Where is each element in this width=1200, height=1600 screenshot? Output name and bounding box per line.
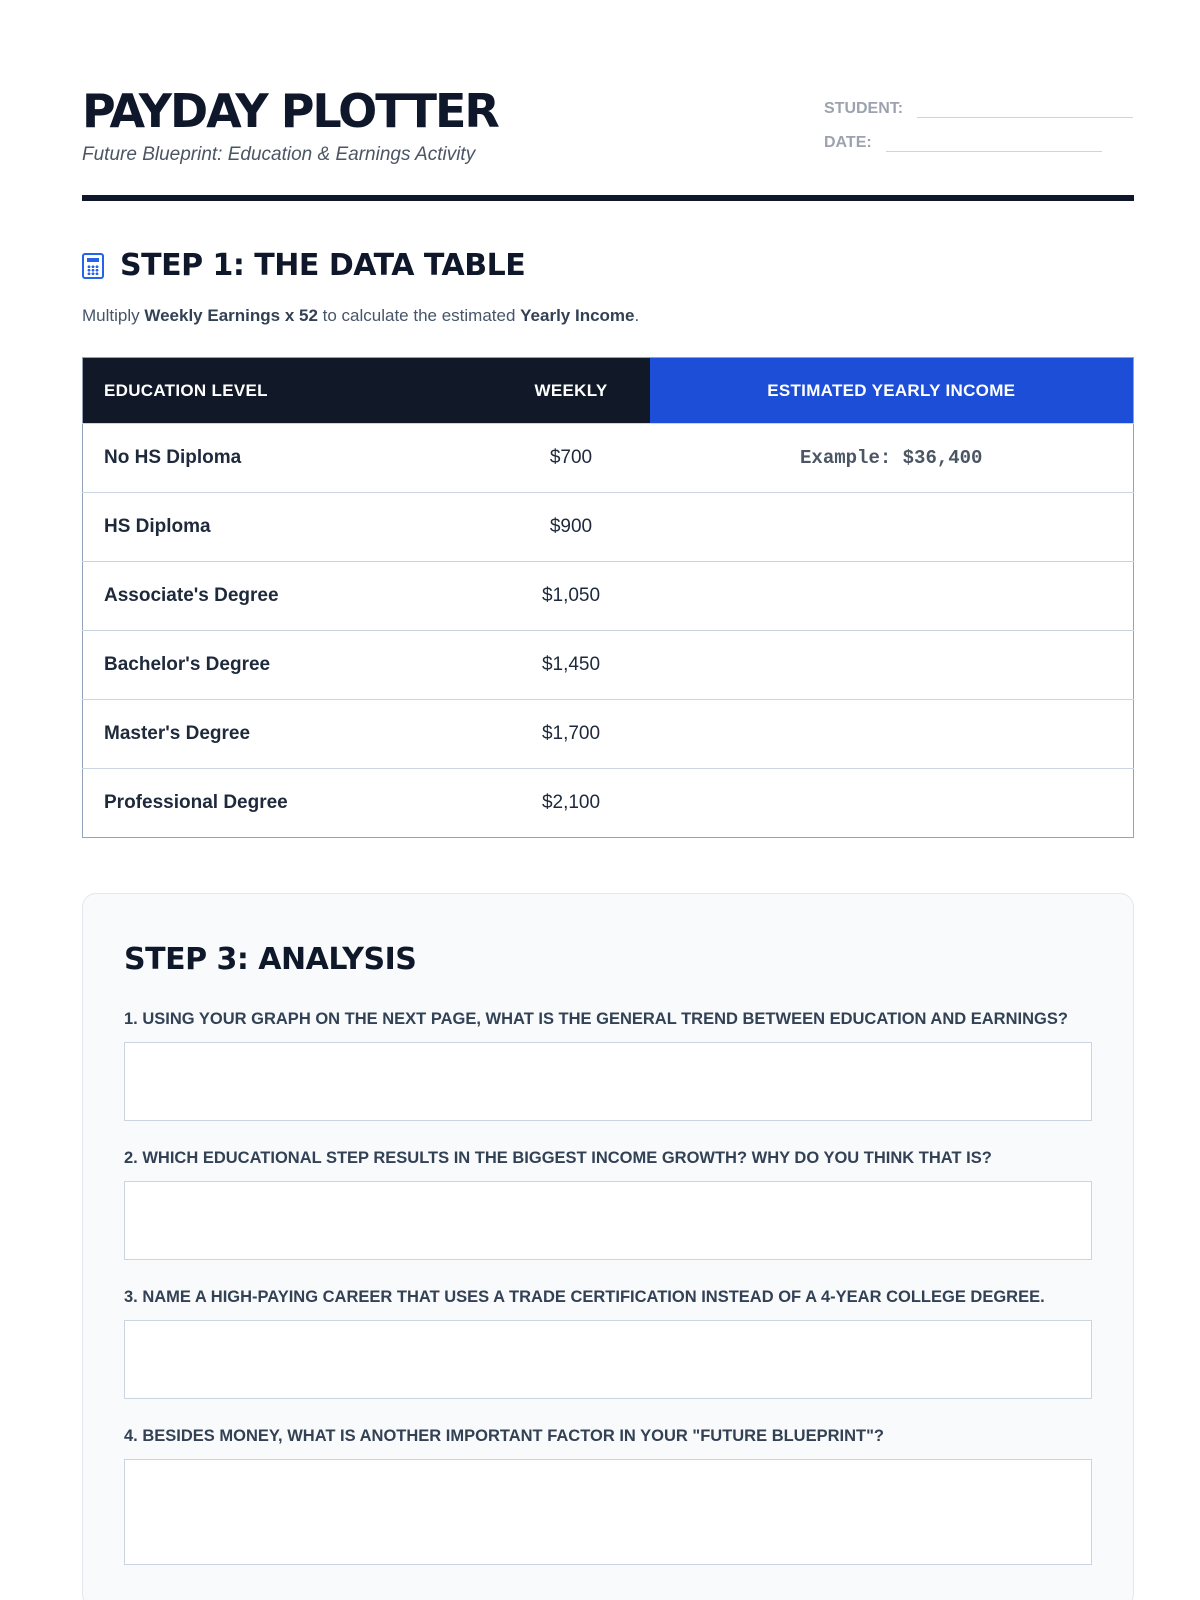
table-row — [83, 493, 1134, 562]
answer-box[interactable] — [124, 1181, 1092, 1260]
answer-box[interactable] — [124, 1459, 1092, 1565]
header-divider — [82, 195, 1134, 201]
question-label: 3. NAME A HIGH-PAYING CAREER THAT USES A TRADE CERTIFICATION INSTEAD OF A 4-YEAR COLLEGE DEGREE. — [124, 1288, 1045, 1306]
weekly-earnings-cell: $700 — [493, 424, 650, 493]
analysis-section — [82, 893, 1134, 1600]
question-3 — [124, 1288, 1092, 1399]
yearly-income-cell: Example: $36,400 — [650, 424, 1134, 493]
date-label: DATE: — [824, 134, 872, 151]
weekly-earnings-cell: $2,100 — [493, 769, 650, 838]
table-row — [83, 631, 1134, 700]
date-field[interactable] — [886, 130, 1102, 152]
education-level-cell: Master's Degree — [83, 700, 493, 769]
education-level-cell: Bachelor's Degree — [83, 631, 493, 700]
question-4 — [124, 1427, 1092, 1565]
weekly-earnings-cell: $1,050 — [493, 562, 650, 631]
step1-title: STEP 1: THE DATA TABLE — [120, 248, 526, 283]
step3-title: STEP 3: ANALYSIS — [124, 942, 417, 977]
column-header-yearly: ESTIMATED YEARLY INCOME — [650, 358, 1134, 424]
question-2 — [124, 1149, 1092, 1260]
table-row — [83, 769, 1134, 838]
earnings-table — [82, 357, 1134, 838]
step1-instructions: Multiply Weekly Earnings x 52 to calculate the estimated Yearly Income. — [82, 306, 640, 325]
worksheet-header — [82, 82, 1134, 202]
question-1 — [124, 1010, 1092, 1121]
student-label: STUDENT: — [824, 100, 904, 117]
education-level-cell: HS Diploma — [83, 493, 493, 562]
student-info — [824, 84, 1134, 152]
table-row — [83, 562, 1134, 631]
education-level-cell: Associate's Degree — [83, 562, 493, 631]
column-header-education: EDUCATION LEVEL — [83, 358, 493, 424]
question-label: 2. WHICH EDUCATIONAL STEP RESULTS IN THE BIGGEST INCOME GROWTH? WHY DO YOU THINK THAT IS? — [124, 1149, 992, 1167]
question-label: 1. USING YOUR GRAPH ON THE NEXT PAGE, WHAT IS THE GENERAL TREND BETWEEN EDUCATION AND EARNINGS? — [124, 1010, 1068, 1028]
page-subtitle: Future Blueprint: Education & Earnings Activity — [82, 144, 476, 165]
yearly-income-cell[interactable] — [650, 700, 1134, 769]
table-row — [83, 424, 1134, 493]
calculator-icon — [82, 253, 104, 279]
table-row — [83, 700, 1134, 769]
column-header-weekly: WEEKLY — [493, 358, 650, 424]
yearly-income-cell[interactable] — [650, 631, 1134, 700]
weekly-earnings-cell: $1,700 — [493, 700, 650, 769]
yearly-income-cell[interactable] — [650, 562, 1134, 631]
education-level-cell: No HS Diploma — [83, 424, 493, 493]
page-title: PAYDAY PLOTTER — [82, 84, 498, 138]
answer-box[interactable] — [124, 1042, 1092, 1121]
question-label: 4. BESIDES MONEY, WHAT IS ANOTHER IMPORTANT FACTOR IN YOUR "FUTURE BLUEPRINT"? — [124, 1427, 885, 1445]
education-level-cell: Professional Degree — [83, 769, 493, 838]
weekly-earnings-cell: $1,450 — [493, 631, 650, 700]
answer-box[interactable] — [124, 1320, 1092, 1399]
weekly-earnings-cell: $900 — [493, 493, 650, 562]
step1-heading — [82, 248, 525, 283]
yearly-income-cell[interactable] — [650, 493, 1134, 562]
yearly-income-cell[interactable] — [650, 769, 1134, 838]
student-name-field[interactable] — [917, 96, 1133, 118]
